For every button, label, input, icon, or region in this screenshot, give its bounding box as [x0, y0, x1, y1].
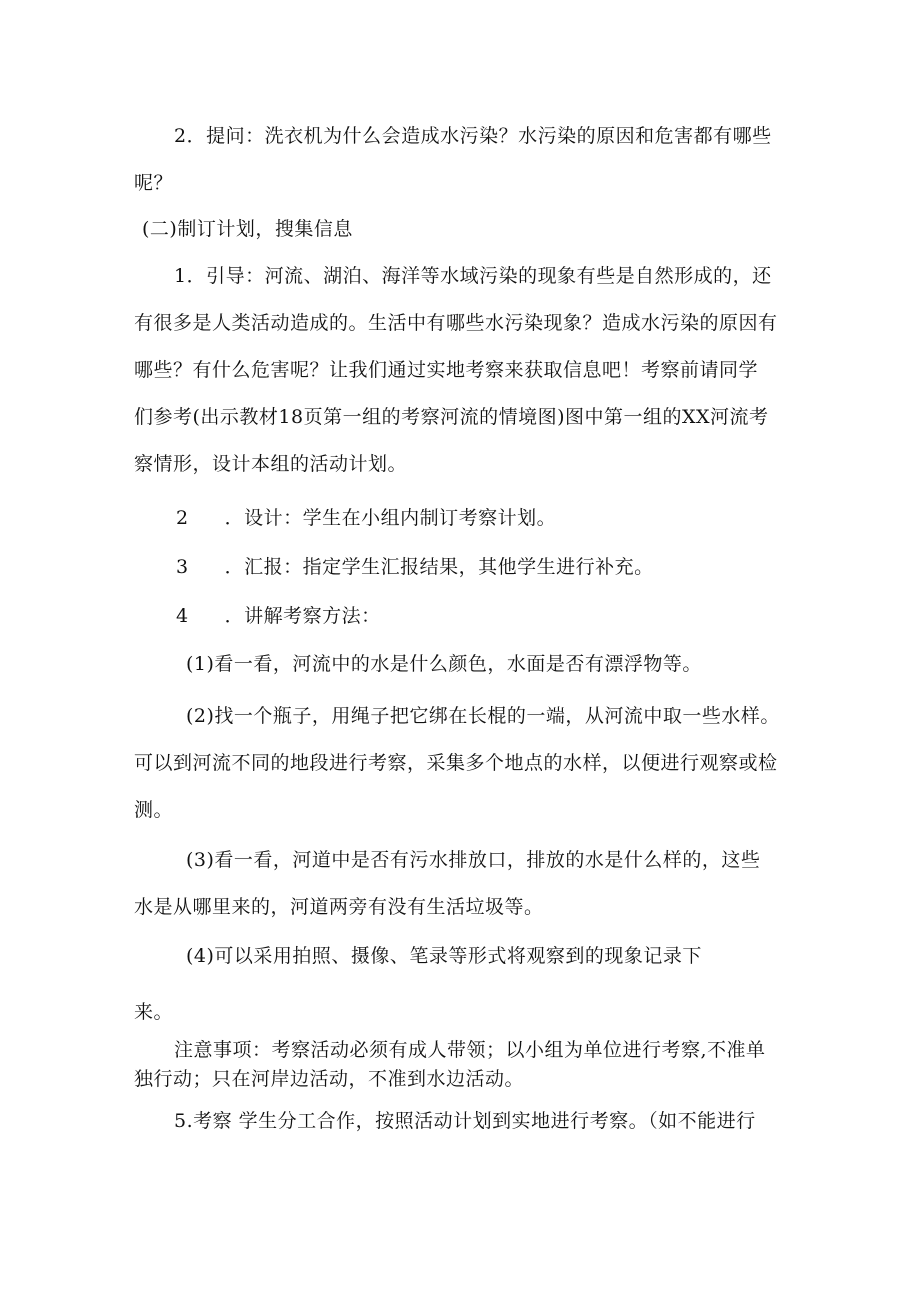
method-item-2-line-2: 可以到河流不同的地段进行考察，采集多个地点的水样，以便进行观察或检 [134, 752, 778, 774]
step-number: 2 [176, 507, 189, 529]
paragraph-guide-line-2: 有很多是人类活动造成的。生活中有哪些水污染现象？造成水污染的原因有 [134, 312, 778, 334]
paragraph-guide-line-4: 们参考(出示教材18页第一组的考察河流的情境图)图中第一组的XX河流考 [134, 406, 769, 428]
method-item-4-line-1: (4)可以采用拍照、摄像、笔录等形式将观察到的现象记录下 [186, 945, 702, 967]
step-text: ．设计：学生在小组内制订考察计划。 [224, 507, 557, 529]
note-line-1: 注意事项：考察活动必须有成人带领；以小组为单位进行考察,不准单 [174, 1039, 766, 1061]
step-text: ．讲解考察方法： [224, 605, 381, 627]
paragraph-guide-line-5: 察情形，设计本组的活动计划。 [134, 453, 408, 475]
method-item-4-line-2: 来。 [134, 1001, 174, 1023]
paragraph-question-line-2: 呢？ [134, 172, 174, 194]
paragraph-question-line-1: 2．提问：洗衣机为什么会造成水污染？水污染的原因和危害都有哪些 [174, 125, 772, 147]
method-item-1: (1)看一看，河流中的水是什么颜色，水面是否有漂浮物等。 [186, 653, 702, 675]
section-heading: (二)制订计划，搜集信息 [142, 218, 353, 240]
method-item-2-line-1: (2)找一个瓶子，用绳子把它绑在长棍的一端，从河流中取一些水样。 [186, 705, 780, 727]
note-line-2: 独行动；只在河岸边活动，不准到水边活动。 [134, 1068, 525, 1090]
step-text: ．汇报：指定学生汇报结果，其他学生进行补充。 [224, 556, 654, 578]
method-item-3-line-1: (3)看一看，河道中是否有污水排放口，排放的水是什么样的，这些 [186, 849, 761, 871]
step-method [176, 604, 381, 628]
step-number: 3 [176, 556, 189, 578]
step-report [176, 555, 654, 579]
step-investigate: 5.考察 学生分工合作，按照活动计划到实地进行考察。（如不能进行 [174, 1110, 756, 1132]
paragraph-guide-line-3: 哪些？有什么危害呢？让我们通过实地考察来获取信息吧！考察前请同学 [134, 359, 759, 381]
paragraph-guide-line-1: 1．引导：河流、湖泊、海洋等水域污染的现象有些是自然形成的，还 [174, 265, 772, 287]
method-item-2-line-3: 测。 [134, 799, 174, 821]
step-number: 4 [176, 605, 189, 627]
step-design [176, 506, 556, 530]
method-item-3-line-2: 水是从哪里来的，河道两旁有没有生活垃圾等。 [134, 896, 544, 918]
